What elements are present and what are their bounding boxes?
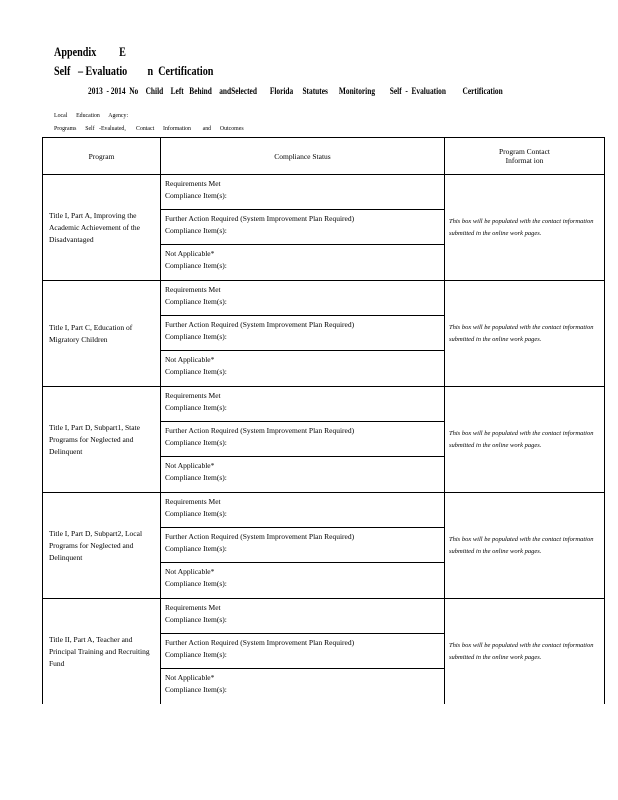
further-action-block (161, 422, 444, 457)
requirements-met-block (161, 599, 444, 634)
compliance-status-cell (161, 281, 445, 387)
not-applicable-block (161, 245, 444, 280)
further-action-block (161, 210, 444, 245)
not-applicable-label: Not Applicable* (165, 673, 215, 682)
not-applicable-block (161, 457, 444, 492)
compliance-items-label: Compliance Item(s): (165, 261, 227, 270)
table-header-row (43, 138, 605, 175)
appendix-heading: Appendix E (54, 44, 126, 59)
requirements-met-label: Requirements Met (165, 391, 221, 400)
requirements-met-block (161, 281, 444, 316)
table-row (43, 599, 605, 705)
not-applicable-block (161, 351, 444, 386)
requirements-met-label: Requirements Met (165, 497, 221, 506)
further-action-block (161, 634, 444, 669)
requirements-met-label: Requirements Met (165, 603, 221, 612)
compliance-items-label: Compliance Item(s): (165, 438, 227, 447)
contact-info-cell: This box will be populated with the contact information submitted in the online work pages. (445, 599, 605, 705)
page-subtitle: 2013 - 2014 No Child Left Behind andSelected Florida Statutes Monitoring Self - Evaluation Certification (88, 86, 503, 96)
compliance-status-cell (161, 175, 445, 281)
further-action-label: Further Action Required (System Improvement Plan Required) (165, 638, 355, 647)
program-name: Title I, Part C, Education of Migratory Children (43, 281, 161, 387)
requirements-met-label: Requirements Met (165, 179, 221, 188)
compliance-items-label: Compliance Item(s): (165, 544, 227, 553)
contact-info-cell: This box will be populated with the contact information submitted in the online work pages. (445, 281, 605, 387)
program-name: Title I, Part A, Improving the Academic Achievement of the Disadvantaged (43, 175, 161, 281)
compliance-items-label: Compliance Item(s): (165, 226, 227, 235)
compliance-items-label: Compliance Item(s): (165, 297, 227, 306)
contact-info-cell: This box will be populated with the contact information submitted in the online work pages. (445, 387, 605, 493)
header-status: Compliance Status (161, 138, 445, 175)
not-applicable-label: Not Applicable* (165, 567, 215, 576)
further-action-label: Further Action Required (System Improvement Plan Required) (165, 320, 355, 329)
not-applicable-block (161, 669, 444, 704)
compliance-items-label: Compliance Item(s): (165, 509, 227, 518)
further-action-label: Further Action Required (System Improvement Plan Required) (165, 214, 355, 223)
program-name: Title I, Part D, Subpart2, Local Programs for Neglected and Delinquent (43, 493, 161, 599)
compliance-status-cell (161, 493, 445, 599)
further-action-label: Further Action Required (System Improvement Plan Required) (165, 426, 355, 435)
table-row (43, 493, 605, 599)
compliance-items-label: Compliance Item(s): (165, 615, 227, 624)
further-action-label: Further Action Required (System Improvement Plan Required) (165, 532, 355, 541)
requirements-met-block (161, 493, 444, 528)
not-applicable-block (161, 563, 444, 598)
certification-table (42, 137, 605, 704)
programs-label: Programs Self -Evaluated, Contact Information and Outcomes (54, 125, 244, 132)
compliance-items-label: Compliance Item(s): (165, 367, 227, 376)
contact-info-cell: This box will be populated with the contact information submitted in the online work pages. (445, 493, 605, 599)
table-row (43, 175, 605, 281)
compliance-items-label: Compliance Item(s): (165, 332, 227, 341)
contact-info-cell: This box will be populated with the contact information submitted in the online work pages. (445, 175, 605, 281)
requirements-met-block (161, 387, 444, 422)
not-applicable-label: Not Applicable* (165, 249, 215, 258)
table-row (43, 387, 605, 493)
table-row (43, 281, 605, 387)
compliance-items-label: Compliance Item(s): (165, 403, 227, 412)
further-action-block (161, 316, 444, 351)
not-applicable-label: Not Applicable* (165, 461, 215, 470)
compliance-status-cell (161, 599, 445, 705)
page-title: Self – Evaluatio n Certification (54, 63, 214, 78)
program-name: Title II, Part A, Teacher and Principal Training and Recruiting Fund (43, 599, 161, 705)
compliance-items-label: Compliance Item(s): (165, 473, 227, 482)
compliance-items-label: Compliance Item(s): (165, 650, 227, 659)
requirements-met-label: Requirements Met (165, 285, 221, 294)
header-contact (445, 138, 605, 175)
header-program: Program (43, 138, 161, 175)
header-contact-line2: Informat ion (505, 156, 544, 165)
not-applicable-label: Not Applicable* (165, 355, 215, 364)
compliance-items-label: Compliance Item(s): (165, 191, 227, 200)
compliance-items-label: Compliance Item(s): (165, 685, 227, 694)
program-name: Title I, Part D, Subpart1, State Programs for Neglected and Delinquent (43, 387, 161, 493)
lea-label: Local Education Agency: (54, 112, 129, 119)
further-action-block (161, 528, 444, 563)
header-contact-line1: Program Contact (498, 147, 551, 156)
compliance-items-label: Compliance Item(s): (165, 579, 227, 588)
compliance-status-cell (161, 387, 445, 493)
requirements-met-block (161, 175, 444, 210)
